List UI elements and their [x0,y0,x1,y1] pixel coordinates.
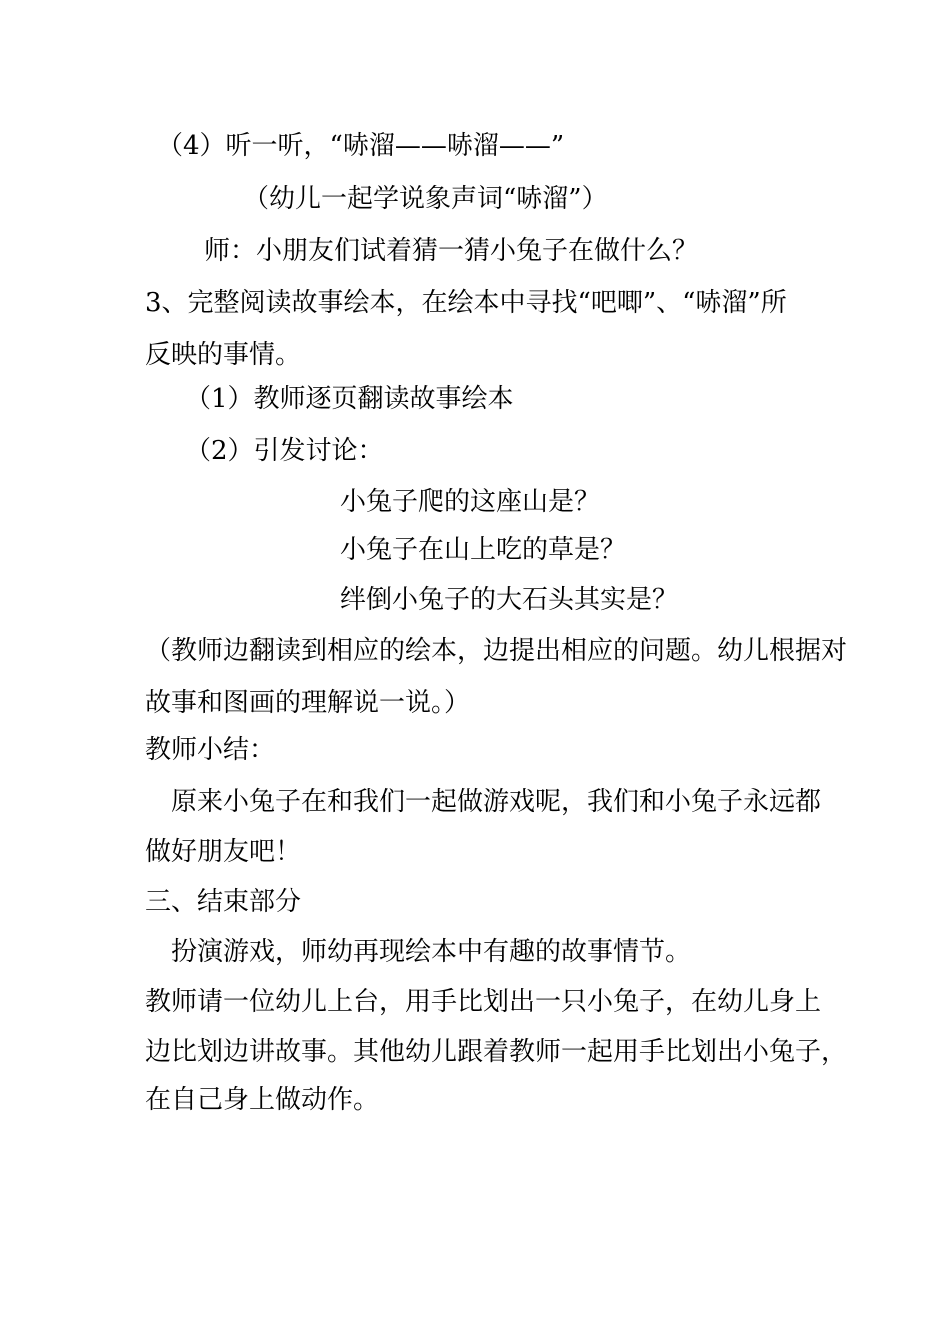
text-line: （教师边翻读到相应的绘本，边提出相应的问题。幼儿根据对 [145,636,848,666]
text-line: 教师小结： [145,735,276,765]
text-line: 在自己身上做动作。 [145,1085,380,1115]
text-line: 边比划边讲故事。其他幼儿跟着教师一起用手比划出小兔子， [145,1037,848,1067]
text-line: 扮演游戏，师幼再现绘本中有趣的故事情节。 [171,937,692,967]
text-line: （幼儿一起学说象声词“哧溜”） [243,184,608,214]
text-line: 反映的事情。 [145,340,302,370]
text-line: 3、完整阅读故事绘本，在绘本中寻找“吧唧”、“哧溜”所 [145,288,787,318]
text-line: 小兔子爬的这座山是？ [340,487,601,517]
text-line: （4）听一听，“哧溜——哧溜——” [157,131,565,161]
text-line: 做好朋友吧！ [145,837,302,867]
text-line: （2）引发讨论： [185,436,384,466]
text-line: 师：小朋友们试着猜一猜小兔子在做什么？ [204,236,699,266]
text-line: 小兔子在山上吃的草是？ [340,535,627,565]
text-line: 教师请一位幼儿上台，用手比划出一只小兔子，在幼儿身上 [145,987,822,1017]
text-line: 原来小兔子在和我们一起做游戏呢，我们和小兔子永远都 [171,787,822,817]
text-line: 三、结束部分 [145,887,302,917]
text-line: （1）教师逐页翻读故事绘本 [185,384,514,414]
text-line: 绊倒小兔子的大石头其实是？ [340,585,679,615]
text-line: 故事和图画的理解说一说。） [145,688,471,718]
